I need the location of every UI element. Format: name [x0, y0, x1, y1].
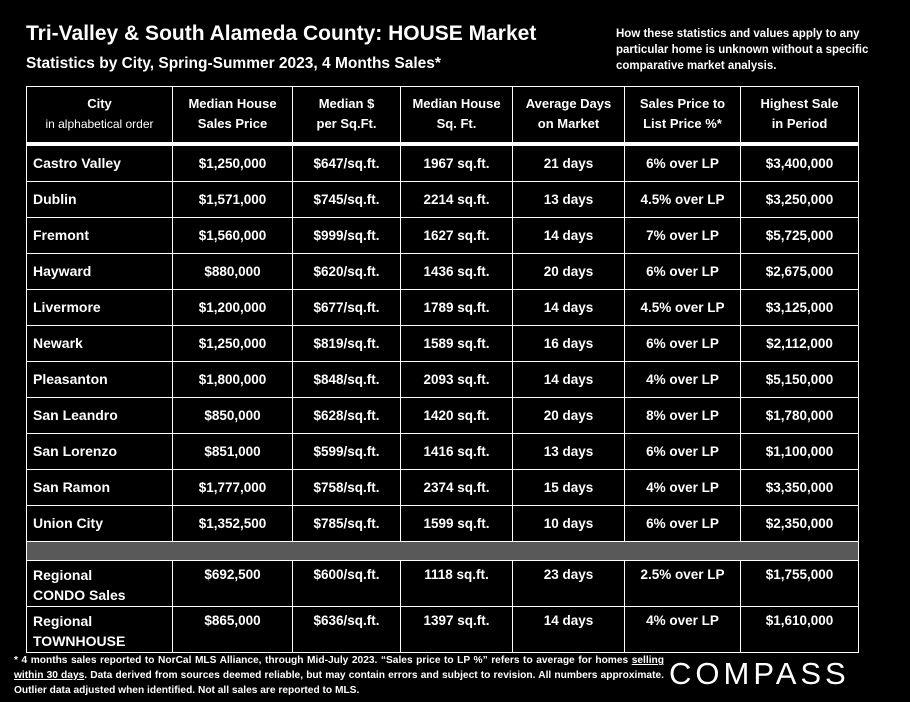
cell-median-price: $1,777,000	[173, 469, 293, 505]
table-row	[27, 181, 859, 217]
cell-highest-sale: $1,100,000	[741, 433, 859, 469]
cell-highest-sale: $5,725,000	[741, 217, 859, 253]
cell-sqft: 1589 sq.ft.	[401, 325, 513, 361]
column-header-days-on-market: Average Days on Market	[513, 87, 625, 144]
cell-sqft: 1118 sq.ft.	[401, 560, 513, 606]
cell-days-on-market: 23 days	[513, 560, 625, 606]
cell-highest-sale: $2,675,000	[741, 253, 859, 289]
cell-sales-to-list: 6% over LP	[625, 144, 741, 182]
cell-city: Fremont	[27, 217, 173, 253]
column-header-sales-to-list: Sales Price to List Price %*	[625, 87, 741, 144]
cell-price-per-sqft: $758/sq.ft.	[293, 469, 401, 505]
cell-price-per-sqft: $745/sq.ft.	[293, 181, 401, 217]
cell-median-price: $880,000	[173, 253, 293, 289]
table-row	[27, 289, 859, 325]
column-header-price-per-sqft: Median $ per Sq.Ft.	[293, 87, 401, 144]
cell-price-per-sqft: $628/sq.ft.	[293, 397, 401, 433]
cell-sqft: 1397 sq.ft.	[401, 606, 513, 652]
cell-sqft: 1416 sq.ft.	[401, 433, 513, 469]
page-title: Tri-Valley & South Alameda County: HOUSE Market	[26, 22, 537, 45]
cell-sqft: 1420 sq.ft.	[401, 397, 513, 433]
cell-highest-sale: $1,780,000	[741, 397, 859, 433]
cell-price-per-sqft: $636/sq.ft.	[293, 606, 401, 652]
cell-sqft: 2214 sq.ft.	[401, 181, 513, 217]
cell-city: Union City	[27, 505, 173, 541]
cell-median-price: $1,560,000	[173, 217, 293, 253]
cell-days-on-market: 14 days	[513, 217, 625, 253]
cell-city: San Ramon	[27, 469, 173, 505]
cell-price-per-sqft: $785/sq.ft.	[293, 505, 401, 541]
cell-price-per-sqft: $677/sq.ft.	[293, 289, 401, 325]
table-row-regional-condo	[27, 560, 859, 606]
cell-price-per-sqft: $999/sq.ft.	[293, 217, 401, 253]
table-header-row	[27, 87, 859, 144]
cell-price-per-sqft: $848/sq.ft.	[293, 361, 401, 397]
cell-median-price: $1,800,000	[173, 361, 293, 397]
cell-median-price: $850,000	[173, 397, 293, 433]
cell-sales-to-list: 6% over LP	[625, 253, 741, 289]
cell-highest-sale: $5,150,000	[741, 361, 859, 397]
cell-sales-to-list: 4% over LP	[625, 361, 741, 397]
cell-highest-sale: $1,755,000	[741, 560, 859, 606]
cell-days-on-market: 21 days	[513, 144, 625, 182]
cell-highest-sale: $2,112,000	[741, 325, 859, 361]
cell-sales-to-list: 6% over LP	[625, 433, 741, 469]
cell-city: Newark	[27, 325, 173, 361]
cell-median-price: $692,500	[173, 560, 293, 606]
cell-sales-to-list: 4.5% over LP	[625, 289, 741, 325]
table-row	[27, 469, 859, 505]
cell-price-per-sqft: $647/sq.ft.	[293, 144, 401, 182]
cell-days-on-market: 16 days	[513, 325, 625, 361]
cell-highest-sale: $2,350,000	[741, 505, 859, 541]
table-row	[27, 397, 859, 433]
cell-sqft: 1789 sq.ft.	[401, 289, 513, 325]
cell-days-on-market: 14 days	[513, 606, 625, 652]
cell-highest-sale: $3,250,000	[741, 181, 859, 217]
cell-days-on-market: 13 days	[513, 181, 625, 217]
table-row	[27, 144, 859, 182]
cell-sales-to-list: 7% over LP	[625, 217, 741, 253]
cell-sales-to-list: 4% over LP	[625, 606, 741, 652]
cell-sqft: 1627 sq.ft.	[401, 217, 513, 253]
column-header-median-price: Median House Sales Price	[173, 87, 293, 144]
cell-days-on-market: 14 days	[513, 361, 625, 397]
cell-sales-to-list: 6% over LP	[625, 325, 741, 361]
cell-city: San Leandro	[27, 397, 173, 433]
cell-median-price: $1,250,000	[173, 325, 293, 361]
cell-sqft: 1599 sq.ft.	[401, 505, 513, 541]
cell-days-on-market: 14 days	[513, 289, 625, 325]
table-row	[27, 361, 859, 397]
cell-sqft: 1967 sq.ft.	[401, 144, 513, 182]
cell-highest-sale: $3,350,000	[741, 469, 859, 505]
cell-days-on-market: 20 days	[513, 253, 625, 289]
cell-median-price: $1,250,000	[173, 144, 293, 182]
row-label: Regional CONDO Sales	[27, 560, 173, 606]
cell-sqft: 2374 sq.ft.	[401, 469, 513, 505]
cell-median-price: $851,000	[173, 433, 293, 469]
cell-days-on-market: 15 days	[513, 469, 625, 505]
cell-days-on-market: 13 days	[513, 433, 625, 469]
cell-city: Hayward	[27, 253, 173, 289]
cell-median-price: $1,200,000	[173, 289, 293, 325]
row-label: Regional TOWNHOUSE	[27, 606, 173, 652]
cell-price-per-sqft: $620/sq.ft.	[293, 253, 401, 289]
cell-city: Dublin	[27, 181, 173, 217]
table-row	[27, 253, 859, 289]
cell-sales-to-list: 4.5% over LP	[625, 181, 741, 217]
cell-city: Castro Valley	[27, 144, 173, 182]
column-header-sqft: Median House Sq. Ft.	[401, 87, 513, 144]
cell-median-price: $1,352,500	[173, 505, 293, 541]
cell-sqft: 2093 sq.ft.	[401, 361, 513, 397]
cell-sales-to-list: 6% over LP	[625, 505, 741, 541]
table-row-regional-townhouse	[27, 606, 859, 652]
cell-highest-sale: $3,125,000	[741, 289, 859, 325]
cell-price-per-sqft: $599/sq.ft.	[293, 433, 401, 469]
cell-sqft: 1436 sq.ft.	[401, 253, 513, 289]
cell-sales-to-list: 8% over LP	[625, 397, 741, 433]
separator-row	[27, 541, 859, 560]
cell-days-on-market: 10 days	[513, 505, 625, 541]
compass-logo: COMPASS	[669, 656, 850, 691]
cell-sales-to-list: 2.5% over LP	[625, 560, 741, 606]
cell-median-price: $1,571,000	[173, 181, 293, 217]
page-subtitle: Statistics by City, Spring-Summer 2023, 4 Months Sales*	[26, 55, 441, 72]
cell-price-per-sqft: $600/sq.ft.	[293, 560, 401, 606]
cell-city: Livermore	[27, 289, 173, 325]
market-stats-table	[26, 86, 859, 653]
table-row	[27, 433, 859, 469]
disclaimer-text: How these statistics and values apply to any particular home is unknown without a specific comparative market analysis.	[616, 28, 869, 72]
cell-median-price: $865,000	[173, 606, 293, 652]
cell-price-per-sqft: $819/sq.ft.	[293, 325, 401, 361]
cell-sales-to-list: 4% over LP	[625, 469, 741, 505]
cell-city: Pleasanton	[27, 361, 173, 397]
table-row	[27, 217, 859, 253]
cell-city: San Lorenzo	[27, 433, 173, 469]
cell-highest-sale: $3,400,000	[741, 144, 859, 182]
footnote: * 4 months sales reported to NorCal MLS Alliance, through Mid-July 2023. “Sales price to LP %” refers to average for homes selling within 30 days. Data derived from sources deemed reliable, but may contain errors and subject to revision. All numbers approximate. Outlier data adjusted when identified. Not all sales are reported to MLS.	[14, 655, 664, 696]
table-row	[27, 505, 859, 541]
column-header-highest-sale: Highest Sale in Period	[741, 87, 859, 144]
cell-days-on-market: 20 days	[513, 397, 625, 433]
cell-highest-sale: $1,610,000	[741, 606, 859, 652]
table-row	[27, 325, 859, 361]
column-header-city: City in alphabetical order	[27, 87, 173, 144]
